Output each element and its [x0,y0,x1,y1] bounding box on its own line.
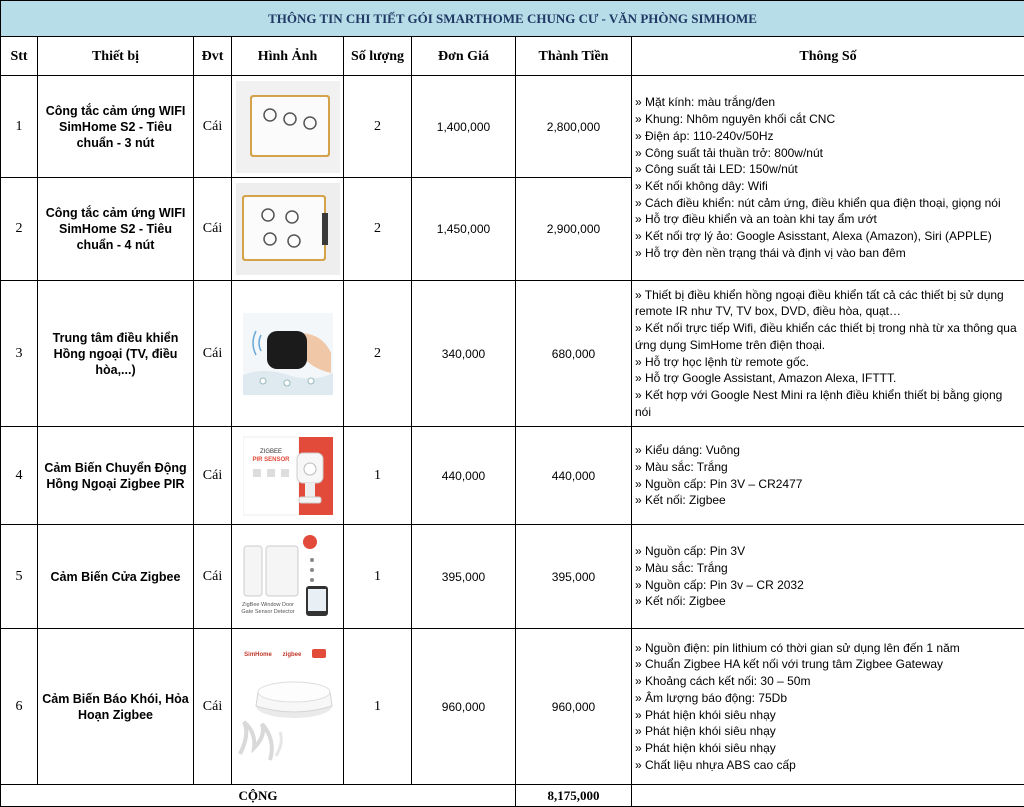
row-device-name: Cảm Biến Cửa Zigbee [38,525,194,629]
smoke-label-2: zigbee [282,651,301,658]
spec-line: » Thiết bị điều khiển hồng ngoại điều khiển tất cả các thiết bị sử dụng remote IR như TV, TV box, DVD, điều hòa, quạt… [635,287,1004,319]
spec-line: » Điện áp: 110-240v/50Hz [635,128,774,143]
spec-line: » Nguồn điện: pin lithium có thời gian sử dụng lên đến 1 năm [635,640,960,655]
spec-line: » Màu sắc: Trắng [635,459,728,474]
spec-line: » Nguồn cấp: Pin 3V – CR2477 [635,476,803,491]
row-image [232,427,344,525]
row-price: 1,450,000 [412,178,516,281]
header-price: Đơn Giá [412,37,516,76]
row-device-name: Công tắc cảm ứng WIFI SimHome S2 - Tiêu chuẩn - 4 nút [38,178,194,281]
row-image [232,629,344,785]
spec-line: » Màu sắc: Trắng [635,560,728,575]
row-amount: 440,000 [516,427,632,525]
spec-line: » Kết nối: Zigbee [635,594,726,609]
row-stt: 2 [1,178,38,281]
specs-switch [632,76,1024,281]
spec-line: » Chất liệu nhựa ABS cao cấp [635,757,796,772]
row-stt: 4 [1,427,38,525]
switch-3-button-icon [236,81,340,173]
spec-line: » Công suất tải thuần trở: 800w/nút [635,145,823,160]
row-qty: 2 [344,76,412,178]
spec-line: » Khoảng cách kết nối: 30 – 50m [635,674,811,689]
row-amount: 2,800,000 [516,76,632,178]
table-row [1,76,1024,178]
spec-line: » Kết nối trợ lý ảo: Google Asisstant, Alexa (Amazon), Siri (APPLE) [635,229,992,244]
header-image: Hình Ảnh [232,37,344,76]
row-amount: 2,900,000 [516,178,632,281]
row-device-name: Trung tâm điều khiển Hồng ngoại (TV, điều hòa,...) [38,281,194,427]
row-price: 340,000 [412,281,516,427]
row-device-name: Cảm Biến Báo Khói, Hỏa Hoạn Zigbee [38,629,194,785]
row-amount: 680,000 [516,281,632,427]
total-label: CỘNG [1,785,516,807]
spec-line: » Mặt kính: màu trắng/đen [635,95,776,110]
row-unit: Cái [194,629,232,785]
spec-line: » Kiểu dáng: Vuông [635,443,740,458]
spec-line: » Phát hiện khói siêu nhạy [635,724,776,739]
row-image [232,76,344,178]
header-unit: Đvt [194,37,232,76]
spec-line: » Cách điều khiển: nút cảm ứng, điều khiển qua điện thoại, giọng nói [635,195,1001,210]
switch-4-button-icon [236,183,340,275]
total-empty [632,785,1024,807]
spec-line: » Phát hiện khói siêu nhạy [635,740,776,755]
row-stt: 6 [1,629,38,785]
header-specs: Thông Số [632,37,1024,76]
smoke-sensor-icon [236,644,340,770]
row-price: 960,000 [412,629,516,785]
header-device: Thiết bị [38,37,194,76]
row-unit: Cái [194,76,232,178]
row-qty: 1 [344,427,412,525]
total-value: 8,175,000 [516,785,632,807]
table-row [1,525,1024,629]
spec-line: » Kết hợp với Google Nest Mini ra lệnh điều khiển thiết bị bằng giọng nói [635,387,1003,419]
door-sensor-icon [238,532,338,622]
spec-line: » Hỗ trợ Google Assistant, Amazon Alexa, IFTTT. [635,371,897,386]
specs-pir [632,427,1024,525]
row-stt: 1 [1,76,38,178]
header-amount: Thành Tiền [516,37,632,76]
spec-line: » Kết nối trực tiếp Wifi, điều khiển các thiết bị trong nhà từ xa thông qua ứng dụng SimHome trên điện thoại. [635,321,1017,352]
row-device-name: Cảm Biến Chuyển Động Hồng Ngoại Zigbee PIR [38,427,194,525]
spec-line: » Kết nối không dây: Wifi [635,179,768,193]
spec-line: » Nguồn cấp: Pin 3v – CR 2032 [635,577,804,592]
total-row [1,785,1024,807]
spec-line: » Công suất tải LED: 150w/nút [635,162,798,177]
row-price: 440,000 [412,427,516,525]
row-qty: 1 [344,629,412,785]
spec-line: » Hỗ trợ đèn nền trạng thái và định vị vào ban đêm [635,245,906,260]
pir-label-1: ZIGBEE [259,448,282,455]
specs-smoke [632,629,1024,785]
row-qty: 2 [344,281,412,427]
row-image [232,281,344,427]
row-image [232,178,344,281]
table-row [1,281,1024,427]
pir-sensor-icon [243,435,333,517]
spec-line: » Khung: Nhôm nguyên khối cắt CNC [635,112,836,127]
row-amount: 960,000 [516,629,632,785]
row-price: 1,400,000 [412,76,516,178]
spec-line: » Hỗ trợ học lệnh từ remote gốc. [635,354,809,369]
table-row [1,629,1024,785]
spec-line: » Âm lượng báo động: 75Db [635,690,787,705]
row-stt: 5 [1,525,38,629]
table-row [1,427,1024,525]
row-qty: 1 [344,525,412,629]
row-unit: Cái [194,281,232,427]
spec-line: » Phát hiện khói siêu nhạy [635,707,776,722]
specs-door [632,525,1024,629]
specs-ir [632,281,1024,427]
row-unit: Cái [194,427,232,525]
spec-line: » Chuẩn Zigbee HA kết nối với trung tâm Zigbee Gateway [635,657,944,672]
sheet-title: THÔNG TIN CHI TIẾT GÓI SMARTHOME CHUNG CƯ - VĂN PHÒNG SIMHOME [1,1,1024,37]
spec-line: » Hỗ trợ điều khiển và an toàn khi tay ẩm ướt [635,212,877,227]
door-label-1: ZigBee Window Door [241,601,294,608]
spec-line: » Kết nối: Zigbee [635,493,726,508]
smoke-label-1: SimHome [243,651,272,658]
row-unit: Cái [194,178,232,281]
row-stt: 3 [1,281,38,427]
header-qty: Số lượng [344,37,412,76]
door-label-2: Gate Sensor Detector [240,608,295,615]
pir-label-2: PIR SENSOR [251,456,290,463]
row-amount: 395,000 [516,525,632,629]
row-qty: 2 [344,178,412,281]
row-device-name: Công tắc cảm ứng WIFI SimHome S2 - Tiêu chuẩn - 3 nút [38,76,194,178]
row-unit: Cái [194,525,232,629]
ir-hub-icon [243,313,333,395]
header-stt: Stt [1,37,38,76]
spec-line: » Nguồn cấp: Pin 3V [635,544,746,559]
row-image [232,525,344,629]
row-price: 395,000 [412,525,516,629]
